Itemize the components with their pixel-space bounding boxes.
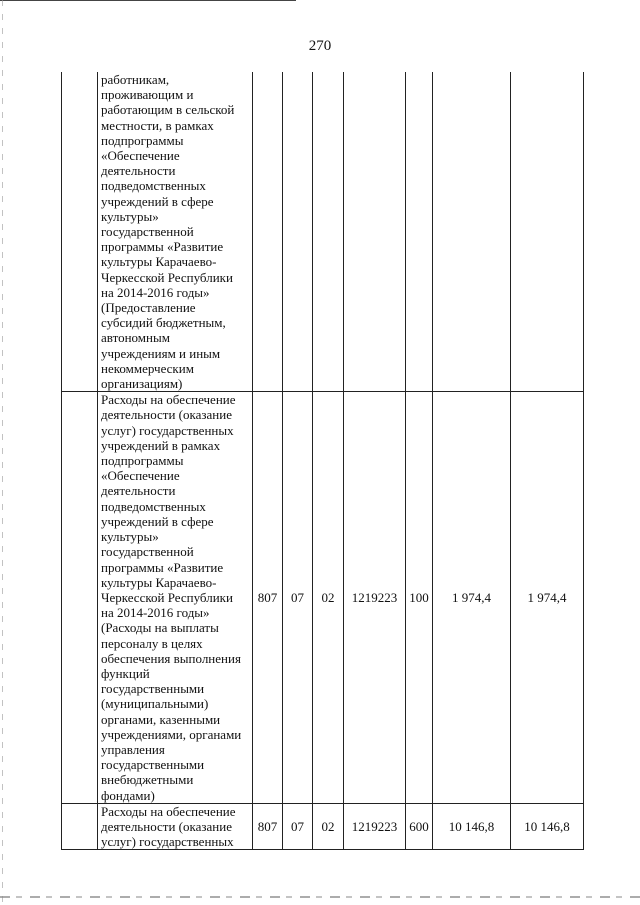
amount-cell <box>433 72 511 392</box>
ministry-cell: 807 <box>253 392 283 803</box>
expense-name-cell <box>98 392 253 803</box>
target-article-cell <box>344 72 406 392</box>
page-number: 270 <box>308 38 332 54</box>
section-cell: 07 <box>283 392 313 803</box>
target-article-cell: 1219223 <box>344 392 406 803</box>
total-cell: 1 974,4 <box>511 392 584 803</box>
expense-name-text: работникам, проживающим и работающим в сельской местности, в рамках подпрограммы «Обеспечение деятельности подведомственных учреждений в сфере культуры» государственной программы «Развитие культуры Карачаево- Черкесской Республики на 2014-2016 годы» (Предоставление субсидий бюджетным, автономным учреждениям и иным некоммерческим организациям) <box>101 72 235 392</box>
subsection-cell <box>313 72 344 392</box>
target-article-cell: 1219223 <box>344 803 406 850</box>
section-cell <box>283 72 313 392</box>
ministry-cell: 807 <box>253 803 283 850</box>
table-row <box>62 72 584 392</box>
expense-name-text: Расходы на обеспечение деятельности (оказание услуг) государственных учреждений в рамках подпрограммы «Обеспечение деятельности подведомственных учреждений в сфере культуры» государственной программы «Развитие культуры Карачаево- Черкесской Республики на 2014-2016 годы» (Расходы на выплаты персоналу в целях обеспечения выполнения функций государственными (муниципальными) органами, казенными учреждениями, органами управления государственными внебюджетными фондами) <box>101 392 242 803</box>
total-cell: 10 146,8 <box>511 803 584 850</box>
expense-type-cell: 600 <box>406 803 433 850</box>
scan-edge-left <box>2 0 3 905</box>
scan-edge-top <box>0 0 296 1</box>
row-number-cell <box>62 803 98 850</box>
scan-edge-bottom <box>0 896 640 898</box>
subsection-cell: 02 <box>313 392 344 803</box>
expense-type-cell: 100 <box>406 392 433 803</box>
expense-name-cell <box>98 72 253 392</box>
expense-name-cell <box>98 803 253 850</box>
row-number-cell <box>62 392 98 803</box>
section-cell: 07 <box>283 803 313 850</box>
table-row <box>62 392 584 803</box>
table-row <box>62 803 584 850</box>
amount-cell: 1 974,4 <box>433 392 511 803</box>
expense-name-text: Расходы на обеспечение деятельности (оказание услуг) государственных <box>101 803 236 850</box>
budget-table <box>61 72 584 850</box>
expense-type-cell <box>406 72 433 392</box>
ministry-cell <box>253 72 283 392</box>
total-cell <box>511 72 584 392</box>
row-number-cell <box>62 72 98 392</box>
amount-cell: 10 146,8 <box>433 803 511 850</box>
subsection-cell: 02 <box>313 803 344 850</box>
